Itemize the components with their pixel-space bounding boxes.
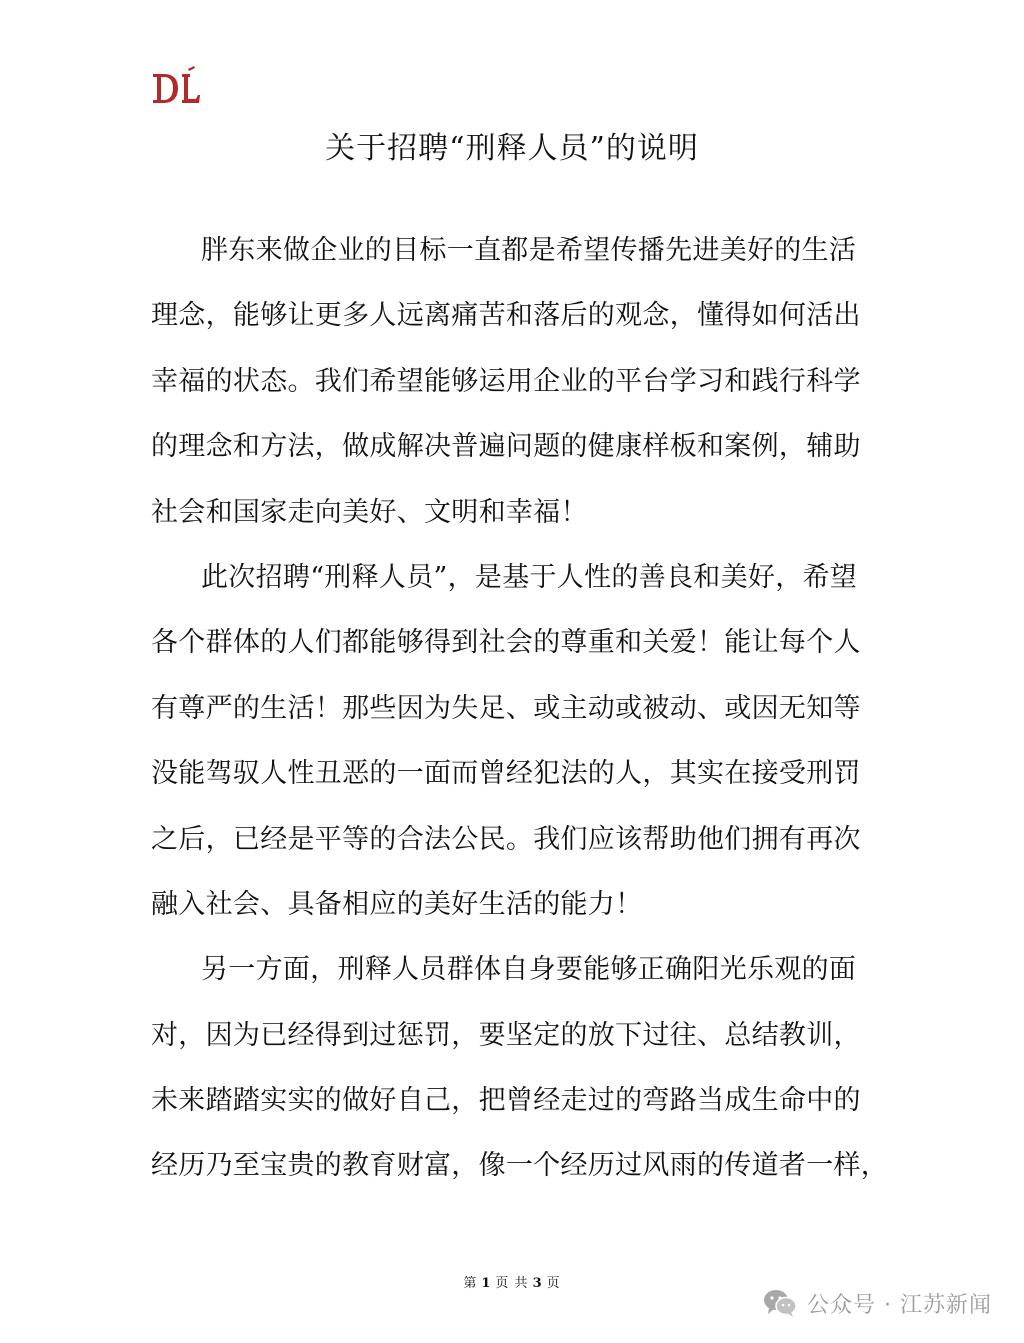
text-line: 社会和国家走向美好、文明和幸福！: [151, 496, 588, 528]
text-line: 之后，已经是平等的合法公民。我们应该帮助他们拥有再次: [151, 823, 861, 855]
text-line: 有尊严的生活！那些因为失足、或主动或被动、或因无知等: [151, 692, 861, 724]
company-logo: [150, 66, 202, 106]
text-line: 未来踏踏实实的做好自己，把曾经走过的弯路当成生命中的: [151, 1085, 861, 1117]
text-line: 各个群体的人们都能够得到社会的尊重和关爱！能让每个人: [151, 627, 861, 659]
wechat-icon: [763, 1288, 797, 1318]
text-line: 幸福的状态。我们希望能够运用企业的平台学习和践行科学: [151, 365, 861, 397]
text-line: 融入社会、具备相应的美好生活的能力！: [151, 888, 643, 920]
document-title: 关于招聘“刑释人员”的说明: [325, 131, 699, 166]
pager-suffix: 页: [546, 1276, 561, 1291]
pager-total: 3: [532, 1276, 543, 1291]
pager-current: 1: [481, 1276, 492, 1291]
text-line: 理念，能够让更多人远离痛苦和落后的观念，懂得如何活出: [151, 300, 861, 332]
text-line: 此次招聘“刑释人员”，是基于人性的善良和美好，希望: [201, 561, 858, 593]
text-line: 经历乃至宝贵的教育财富，像一个经历过风雨的传道者一样，: [151, 1150, 889, 1182]
pager-prefix: 第: [463, 1276, 478, 1291]
text-line: 对，因为已经得到过惩罚，要坚定的放下过往、总结教训，: [151, 1019, 861, 1051]
text-line: 的理念和方法，做成解决普遍问题的健康样板和案例，辅助: [151, 431, 861, 463]
wechat-watermark: [763, 1285, 992, 1321]
document-body: [151, 218, 889, 1199]
pager-middle: 页 共: [495, 1276, 529, 1291]
watermark-text: 公众号 · 江苏新闻: [807, 1292, 992, 1318]
text-line: 另一方面，刑释人员群体自身要能够正确阳光乐观的面: [201, 954, 857, 986]
text-line: 没能驾驭人性丑恶的一面而曾经犯法的人，其实在接受刑罚: [151, 758, 861, 790]
text-line: 胖东来做企业的目标一直都是希望传播先进美好的生活: [201, 235, 857, 266]
